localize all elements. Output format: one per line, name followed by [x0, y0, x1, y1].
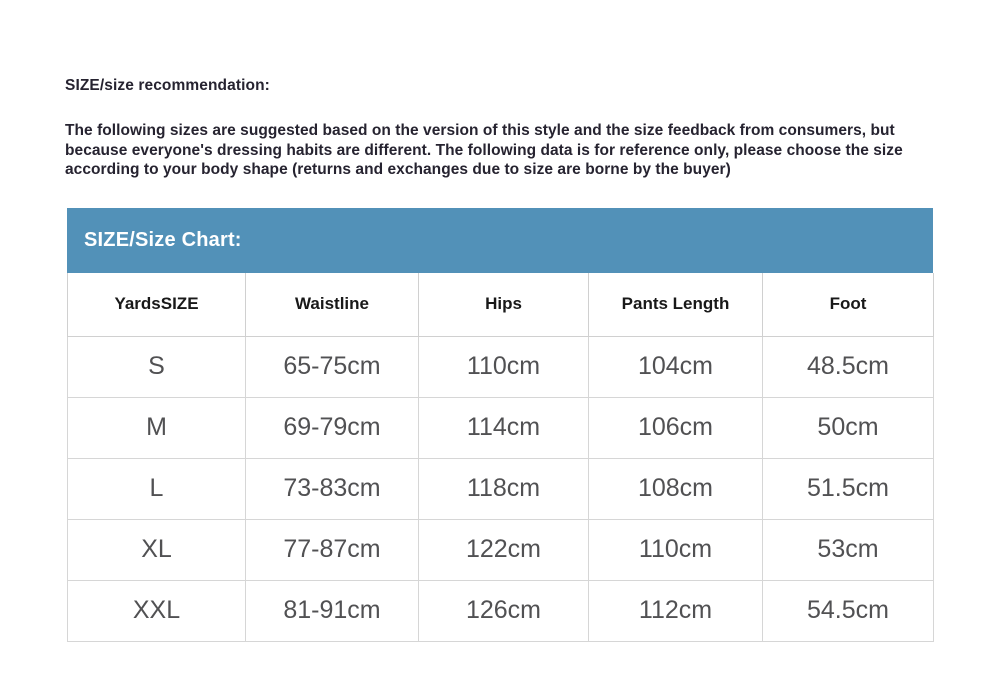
cell-waistline: 65-75cm [246, 336, 419, 397]
table-row-m [68, 397, 934, 458]
table-header-row [68, 273, 934, 336]
cell-foot: 53cm [763, 519, 934, 580]
cell-hips: 110cm [419, 336, 589, 397]
cell-size: L [68, 458, 246, 519]
cell-pants-length: 104cm [589, 336, 763, 397]
cell-size: S [68, 336, 246, 397]
cell-foot: 50cm [763, 397, 934, 458]
cell-foot: 48.5cm [763, 336, 934, 397]
cell-pants-length: 108cm [589, 458, 763, 519]
cell-size: M [68, 397, 246, 458]
cell-waistline: 81-91cm [246, 580, 419, 641]
column-header-pants-length: Pants Length [589, 273, 763, 336]
size-chart-title: SIZE/Size Chart: [84, 229, 242, 251]
table-row-s [68, 336, 934, 397]
size-chart-section [67, 208, 933, 642]
cell-foot: 54.5cm [763, 580, 934, 641]
column-header-hips: Hips [419, 273, 589, 336]
cell-pants-length: 106cm [589, 397, 763, 458]
cell-waistline: 69-79cm [246, 397, 419, 458]
cell-hips: 114cm [419, 397, 589, 458]
cell-pants-length: 112cm [589, 580, 763, 641]
size-chart-table [67, 273, 934, 642]
cell-size: XXL [68, 580, 246, 641]
cell-hips: 126cm [419, 580, 589, 641]
cell-hips: 122cm [419, 519, 589, 580]
cell-waistline: 73-83cm [246, 458, 419, 519]
size-chart-title-bar [67, 208, 933, 273]
column-header-size: YardsSIZE [68, 273, 246, 336]
size-recommendation-heading: SIZE/size recommendation: [65, 77, 270, 94]
table-row-xxl [68, 580, 934, 641]
size-recommendation-text: The following sizes are suggested based on the version of this style and the size feedback from consumers, but because everyone's dressing habits are different. The following data is for reference only, please choose the size according to your body shape (returns and exchanges due to size are borne by the buyer) [65, 122, 903, 178]
cell-size: XL [68, 519, 246, 580]
column-header-waistline: Waistline [246, 273, 419, 336]
table-row-l [68, 458, 934, 519]
cell-foot: 51.5cm [763, 458, 934, 519]
column-header-foot: Foot [763, 273, 934, 336]
table-row-xl [68, 519, 934, 580]
cell-hips: 118cm [419, 458, 589, 519]
cell-waistline: 77-87cm [246, 519, 419, 580]
cell-pants-length: 110cm [589, 519, 763, 580]
